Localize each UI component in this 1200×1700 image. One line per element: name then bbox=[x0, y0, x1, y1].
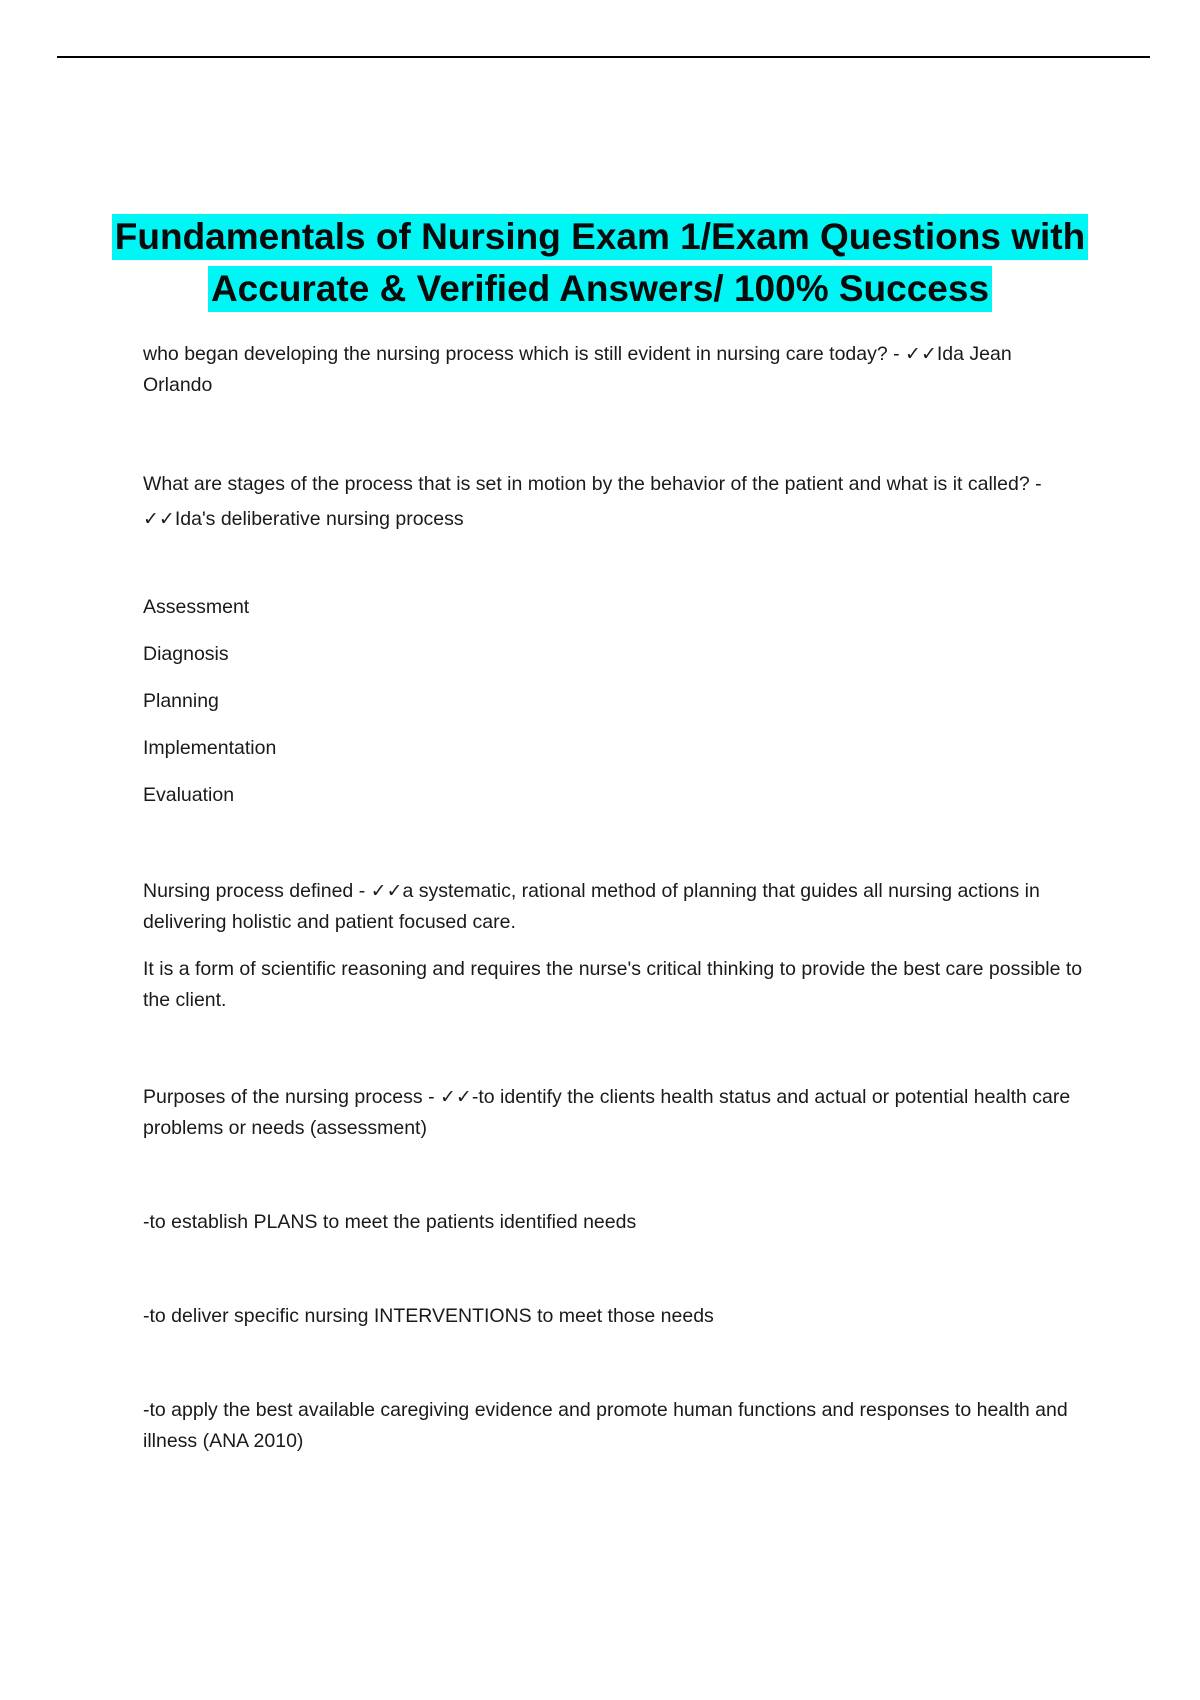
document-body bbox=[143, 339, 1083, 1457]
question-text: What are stages of the process that is set in motion by the behavior of the patient and what is it called? - bbox=[143, 473, 1042, 495]
qa-item-stages bbox=[143, 467, 1083, 537]
answer-text: -to identify the clients health status and actual or potential health care problems or needs (assessment) bbox=[143, 1086, 1071, 1139]
stage-list bbox=[143, 592, 1083, 827]
double-check-icon: ✓✓ bbox=[370, 880, 403, 902]
stage-item: Implementation bbox=[143, 737, 277, 759]
definition-continuation: It is a form of scientific reasoning and requires the nurse's critical thinking to provide the best care possible to the client. bbox=[143, 958, 1083, 1011]
stage-item: Planning bbox=[143, 690, 219, 712]
answer-text: a systematic, rational method of planning that guides all nursing actions in delivering holistic and patient focused care. bbox=[143, 880, 1040, 933]
purpose-item-plans: -to establish PLANS to meet the patients identified needs bbox=[143, 1211, 637, 1233]
double-check-icon: ✓✓ bbox=[905, 343, 937, 365]
purpose-item-interventions: -to deliver specific nursing INTERVENTIONS to meet those needs bbox=[143, 1305, 714, 1327]
header-rule bbox=[57, 56, 1150, 58]
question-text: who began developing the nursing process which is still evident in nursing care today? - bbox=[143, 343, 906, 365]
double-check-icon: ✓✓ bbox=[143, 508, 175, 530]
stage-item: Evaluation bbox=[143, 784, 235, 806]
stage-item: Assessment bbox=[143, 596, 250, 618]
qa-item-purposes bbox=[143, 1082, 1083, 1144]
stage-item: Diagnosis bbox=[143, 643, 229, 665]
question-text: Nursing process defined - bbox=[143, 880, 371, 902]
title-line-1: Fundamentals of Nursing Exam 1/Exam Questions with bbox=[112, 214, 1088, 260]
title-line-2: Accurate & Verified Answers/ 100% Success bbox=[208, 266, 992, 312]
answer-text: Ida's deliberative nursing process bbox=[174, 508, 464, 530]
double-check-icon: ✓✓ bbox=[440, 1086, 472, 1108]
answer-text: Ida Jean Orlando bbox=[143, 343, 1012, 396]
purpose-item-evidence: -to apply the best available caregiving evidence and promote human functions and responses to health and illness (ANA 2010) bbox=[143, 1399, 1068, 1452]
question-text: Purposes of the nursing process - bbox=[143, 1086, 440, 1108]
qa-item-definition bbox=[143, 876, 1083, 938]
document-title bbox=[100, 214, 1100, 312]
qa-item-orlando bbox=[143, 339, 1083, 401]
